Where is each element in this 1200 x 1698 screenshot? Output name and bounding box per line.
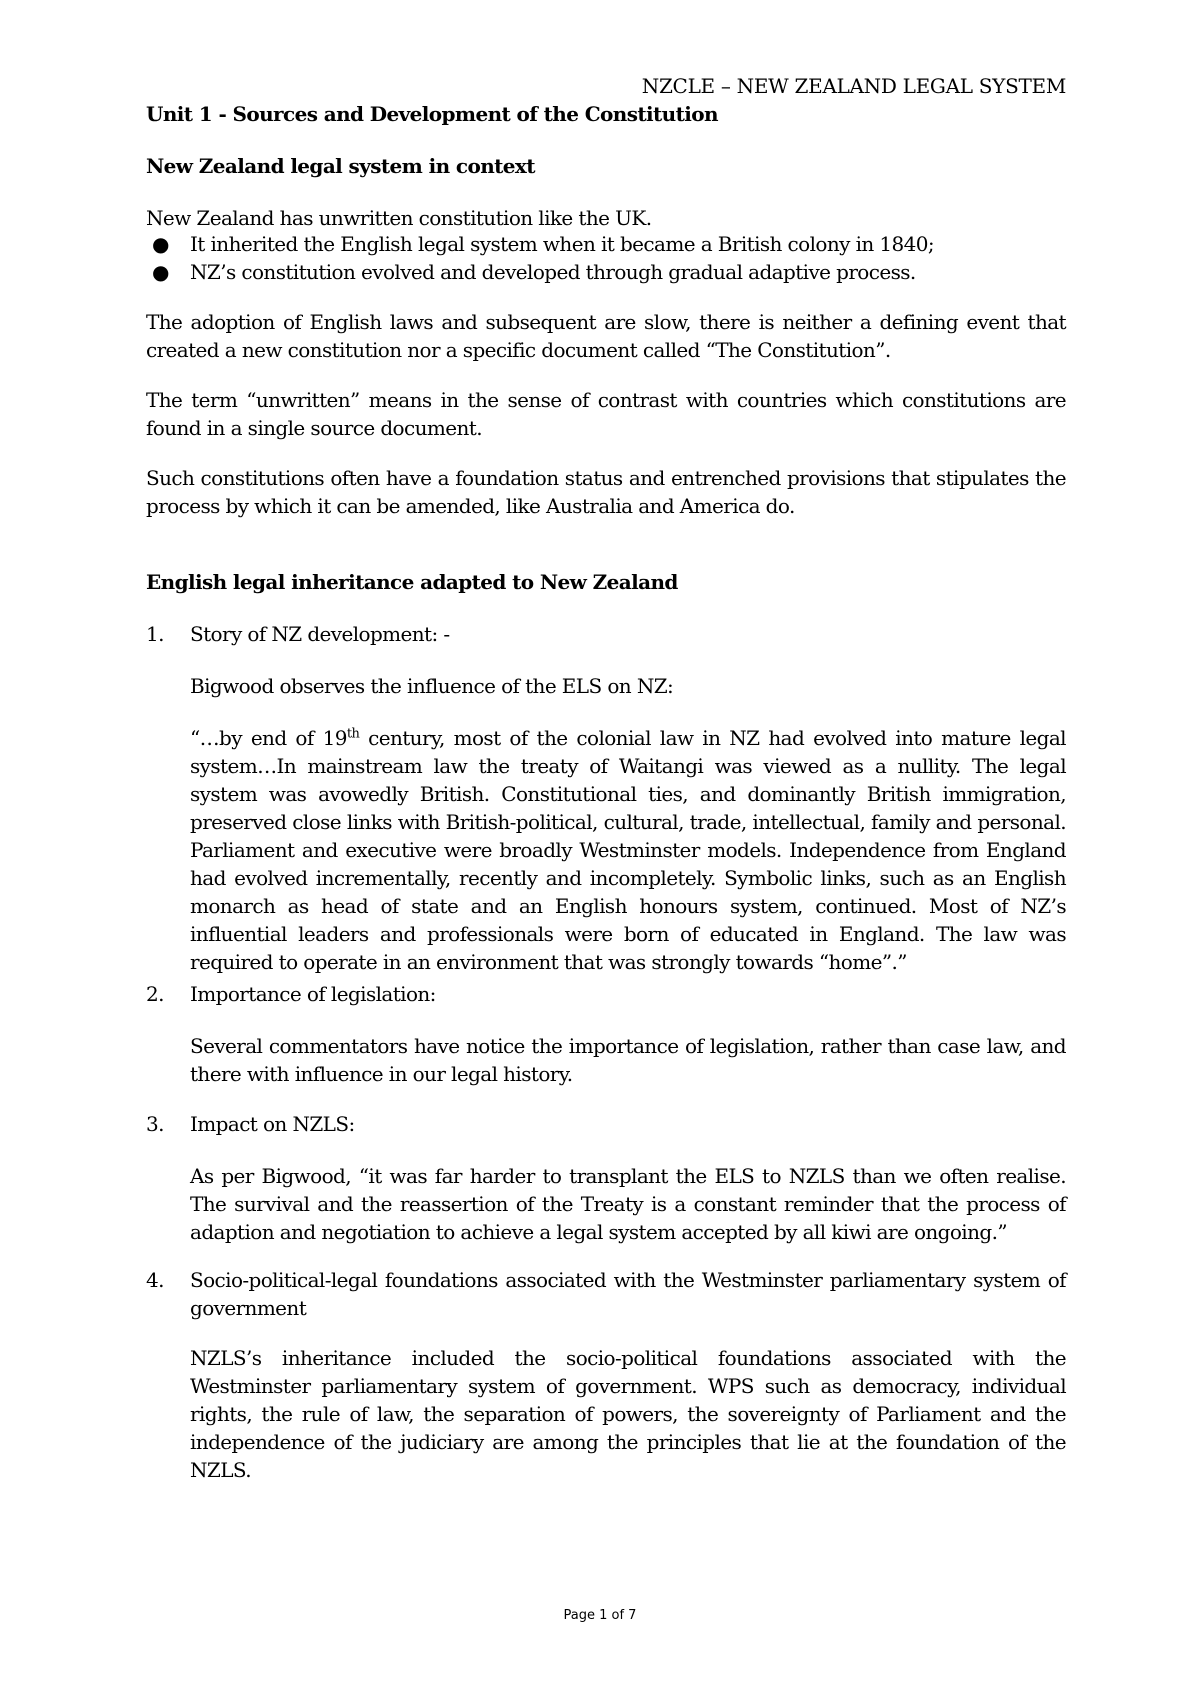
intro-line: New Zealand has unwritten constitution like the UK. bbox=[146, 206, 652, 230]
unit-title: Unit 1 - Sources and Development of the Constitution bbox=[146, 102, 718, 126]
bullet-icon: ● bbox=[152, 260, 169, 284]
bullet-item bbox=[146, 230, 1066, 258]
numbered-item-2 bbox=[146, 980, 1066, 1008]
item-title: Story of NZ development: - bbox=[190, 622, 450, 646]
bullet-item bbox=[146, 258, 1066, 286]
item-number: 2. bbox=[146, 982, 164, 1006]
quote-rest: century, most of the colonial law in NZ had evolved into mature legal system…In mainstream law the treaty of Waitangi was viewed as a nullity. The legal system was avowedly British. Constitutional ties, and dominantly British immigration, preserved close links with British-political, cultural, trade, intellectual, family and personal. Parliament and executive were broadly Westminster models. Independence from England had evolved incrementally, recently and incompletely. Symbolic links, such as an English monarch as head of state and an English honours system, continued. Most of NZ’s influential leaders and professionals were born of educated in England. The law was required to operate in an environment that was strongly towards “home”.” bbox=[190, 726, 1066, 974]
item-1-quote bbox=[190, 724, 1066, 976]
item-title: Impact on NZLS: bbox=[190, 1112, 355, 1136]
page-header: NZCLE – NEW ZEALAND LEGAL SYSTEM bbox=[641, 74, 1066, 98]
item-number: 4. bbox=[146, 1268, 164, 1292]
item-3-body: As per Bigwood, “it was far harder to transplant the ELS to NZLS than we often realise. The survival and the reassertion of the Treaty is a constant reminder that the process of adaption and negotiation to achieve a legal system accepted by all kiwi are ongoing.” bbox=[190, 1164, 1066, 1244]
numbered-item-4 bbox=[146, 1266, 1066, 1322]
paragraph-adoption: The adoption of English laws and subsequent are slow, there is neither a defining event that created a new constitution nor a specific document called “The Constitution”. bbox=[146, 310, 1066, 362]
section-heading-context: New Zealand legal system in context bbox=[146, 154, 535, 178]
item-title: Socio-political-legal foundations associated with the Westminster parliamentary system of government bbox=[190, 1268, 1066, 1320]
quote-start: “…by end of 19 bbox=[190, 726, 347, 750]
item-1-lead: Bigwood observes the influence of the ELS on NZ: bbox=[190, 674, 674, 698]
numbered-item-3 bbox=[146, 1110, 1066, 1138]
page-footer: Page 1 of 7 bbox=[563, 1608, 637, 1623]
bullet-text: It inherited the English legal system when it became a British colony in 1840; bbox=[190, 232, 935, 256]
item-number: 3. bbox=[146, 1112, 164, 1136]
paragraph-unwritten: The term “unwritten” means in the sense of contrast with countries which constitutions are found in a single source document. bbox=[146, 388, 1066, 440]
paragraph-foundation: Such constitutions often have a foundation status and entrenched provisions that stipulates the process by which it can be amended, like Australia and America do. bbox=[146, 466, 1066, 518]
bullet-icon: ● bbox=[152, 232, 169, 256]
quote-superscript: th bbox=[346, 726, 360, 742]
item-2-body: Several commentators have notice the importance of legislation, rather than case law, and there with influence in our legal history. bbox=[190, 1034, 1066, 1086]
item-title: Importance of legislation: bbox=[190, 982, 436, 1006]
item-number: 1. bbox=[146, 622, 164, 646]
item-4-body: NZLS’s inheritance included the socio-political foundations associated with the Westminster parliamentary system of government. WPS such as democracy, individual rights, the rule of law, the separation of powers, the sovereignty of Parliament and the independence of the judiciary are among the principles that lie at the foundation of the NZLS. bbox=[190, 1346, 1066, 1482]
numbered-item-1 bbox=[146, 620, 1066, 648]
section-heading-inheritance: English legal inheritance adapted to New Zealand bbox=[146, 570, 678, 594]
bullet-text: NZ’s constitution evolved and developed through gradual adaptive process. bbox=[190, 260, 916, 284]
